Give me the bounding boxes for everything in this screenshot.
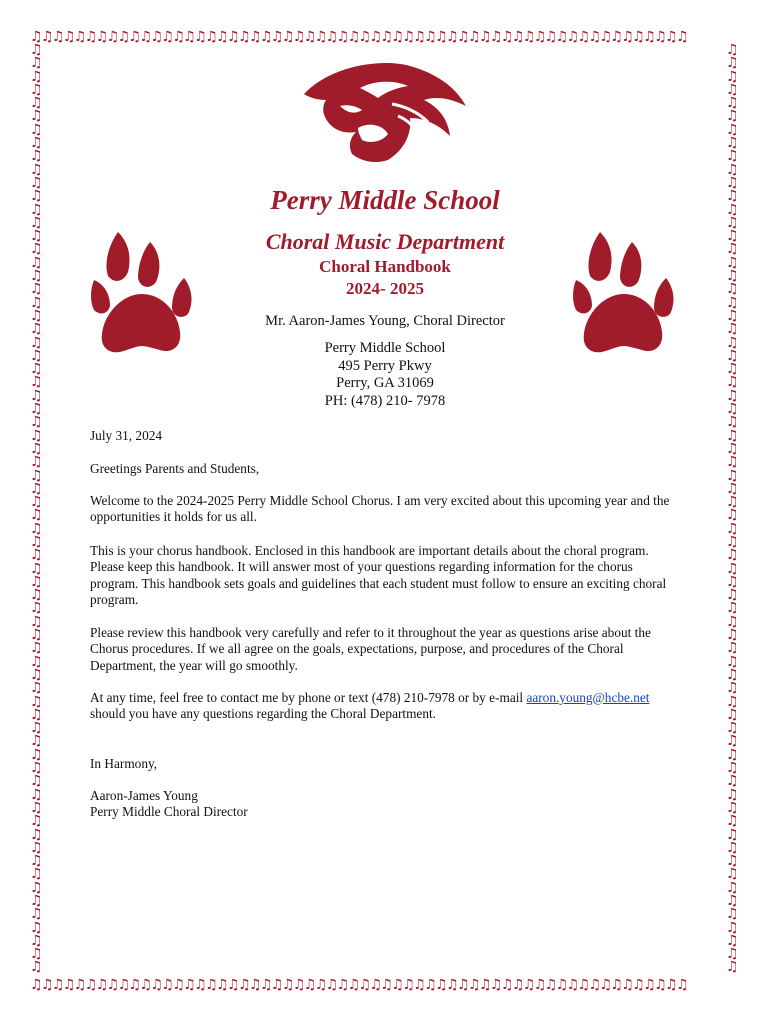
letter-date: July 31, 2024 <box>90 428 163 443</box>
paragraph-4-text-end: should you have any questions regarding the Choral Department. <box>90 706 437 722</box>
music-note-border-right: ♫ ♫ ♫ ♫ ♫ ♫ ♫ ♫ ♫ ♫ ♫ ♫ ♫ ♫ ♫ ♫ ♫ ♫ ♫ ♫ ♫ ♫ ♫ ♫ ♫ ♫ ♫ ♫ ♫ ♫ ♫ ♫ ♫ ♫ ♫ ♫ ♫ ♫ ♫ ♫ ♫ ♫ ♫ ♫ ♫ ♫ ♫ ♫ ♫ ♫ ♫ ♫ ♫ ♫ ♫ ♫ ♫ ♫ ♫ ♫ ♫ ♫ ♫ ♫ ♫ ♫ ♫ ♫ ♫ ♫ <box>726 44 739 976</box>
letter-paragraph-3: Please review this handbook very carefully and refer to it throughout the year as questions arise about the Chorus procedures. If we all agree on the goals, expectations, purpose, and procedures of the Choral Department, the year will go smoothly. <box>90 625 651 673</box>
handbook-title: Choral Handbook <box>319 257 451 276</box>
school-address <box>0 340 770 410</box>
letter-paragraph-4 <box>90 690 680 723</box>
music-note-border-left: ♫ ♫ ♫ ♫ ♫ ♫ ♫ ♫ ♫ ♫ ♫ ♫ ♫ ♫ ♫ ♫ ♫ ♫ ♫ ♫ ♫ ♫ ♫ ♫ ♫ ♫ ♫ ♫ ♫ ♫ ♫ ♫ ♫ ♫ ♫ ♫ ♫ ♫ ♫ ♫ ♫ ♫ ♫ ♫ ♫ ♫ ♫ ♫ ♫ ♫ ♫ ♫ ♫ ♫ ♫ ♫ ♫ ♫ ♫ ♫ ♫ ♫ ♫ ♫ ♫ ♫ ♫ ♫ ♫ ♫ <box>30 44 43 976</box>
address-city: Perry, GA 31069 <box>336 375 434 391</box>
letter-closing: In Harmony, <box>90 756 158 771</box>
letter-paragraph-2: This is your chorus handbook. Enclosed in this handbook are important details about the choral program. Please keep this handbook. It will answer most of your questions regarding information for the chorus program. This handbook sets goals and guidelines that each student must follow to ensure an exciting choral program. <box>90 543 667 608</box>
address-street: 495 Perry Pkwy <box>338 357 432 374</box>
school-year: 2024- 2025 <box>346 279 424 298</box>
paragraph-4-text: At any time, feel free to contact me by phone or text (478) 210-7978 or by e-mail <box>90 690 527 705</box>
music-note-border-bottom: ♫♫♫♫♫♫♫♫♫♫♫♫♫♫♫♫♫♫♫♫♫♫♫♫♫♫♫♫♫♫♫♫♫♫♫♫♫♫♫♫♫♫♫♫♫♫♫♫♫♫♫♫♫♫♫♫♫♫♫♫ <box>30 978 688 993</box>
letter-paragraph-1: Welcome to the 2024-2025 Perry Middle School Chorus. I am very excited about this upcoming year and the opportunities it holds for us all. <box>90 493 670 525</box>
address-phone: PH: (478) 210- 7978 <box>324 392 446 409</box>
signature-title: Perry Middle Choral Director <box>90 804 248 820</box>
panther-head-logo-icon <box>300 58 470 164</box>
signature-name: Aaron-James Young <box>90 788 198 803</box>
department-title: Choral Music Department <box>265 229 505 254</box>
signature-block <box>90 788 680 821</box>
director-line: Mr. Aaron-James Young, Choral Director <box>265 313 505 329</box>
address-school: Perry Middle School <box>324 340 446 356</box>
music-note-border-top: ♫♫♫♫♫♫♫♫♫♫♫♫♫♫♫♫♫♫♫♫♫♫♫♫♫♫♫♫♫♫♫♫♫♫♫♫♫♫♫♫♫♫♫♫♫♫♫♫♫♫♫♫♫♫♫♫♫♫♫♫ <box>30 30 688 45</box>
school-title: Perry Middle School <box>270 185 500 215</box>
letter-greeting: Greetings Parents and Students, <box>90 461 260 476</box>
email-link[interactable]: aaron.young@hcbe.net <box>526 690 650 705</box>
